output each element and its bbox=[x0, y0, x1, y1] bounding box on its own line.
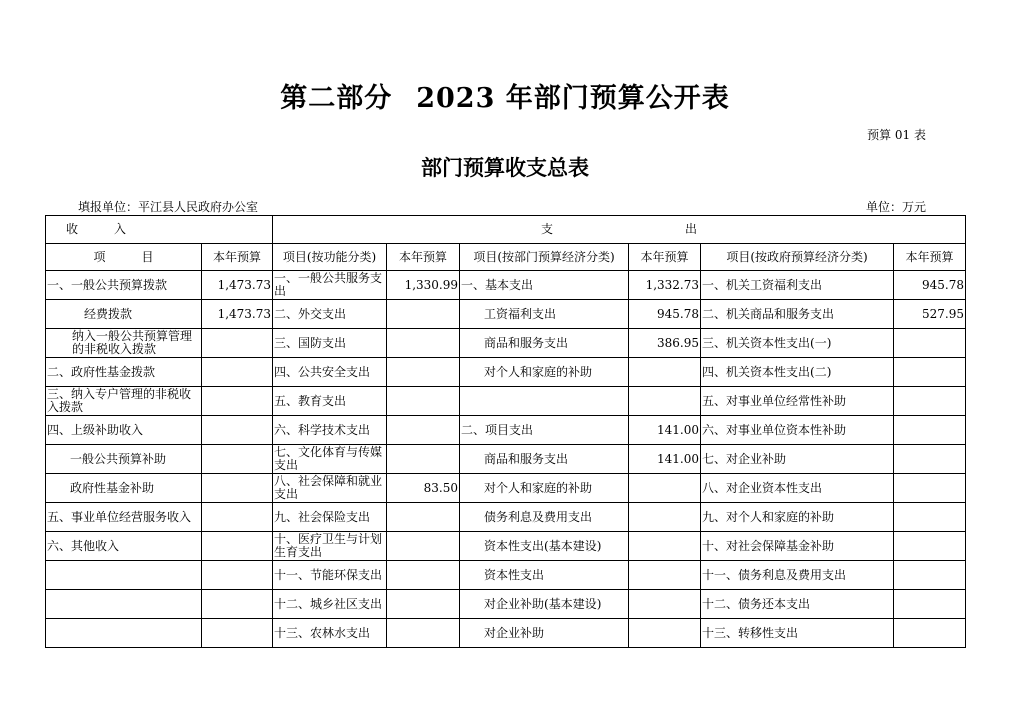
expense-header: 支 出 bbox=[273, 216, 966, 244]
income-budget-cell bbox=[202, 416, 273, 445]
func-budget-cell bbox=[387, 590, 460, 619]
dept-item-cell: 二、项目支出 bbox=[460, 416, 629, 445]
income-item-cell bbox=[46, 561, 202, 590]
func-budget-cell bbox=[387, 445, 460, 474]
gov-item-cell: 五、对事业单位经常性补助 bbox=[701, 387, 894, 416]
currency-unit: 单位：万元 bbox=[865, 200, 926, 214]
income-budget-cell bbox=[202, 329, 273, 358]
gov-item-cell: 六、对事业单位资本性补助 bbox=[701, 416, 894, 445]
func-budget-cell bbox=[387, 503, 460, 532]
header-row-columns bbox=[46, 244, 966, 271]
page-title bbox=[0, 76, 1010, 115]
table-row bbox=[46, 532, 966, 561]
gov-budget-cell bbox=[894, 358, 966, 387]
dept-budget-cell: 945.78 bbox=[629, 300, 701, 329]
func-item-cell: 八、社会保障和就业支出 bbox=[273, 474, 387, 503]
col-dept-budget: 本年预算 bbox=[629, 244, 701, 271]
income-budget-cell bbox=[202, 619, 273, 648]
func-budget-cell bbox=[387, 416, 460, 445]
dept-item-cell: 商品和服务支出 bbox=[460, 445, 629, 474]
func-item-cell: 二、外交支出 bbox=[273, 300, 387, 329]
gov-item-cell: 十一、债务利息及费用支出 bbox=[701, 561, 894, 590]
func-item-cell: 十一、节能环保支出 bbox=[273, 561, 387, 590]
table-row bbox=[46, 358, 966, 387]
table-row bbox=[46, 329, 966, 358]
gov-budget-cell bbox=[894, 445, 966, 474]
dept-budget-cell bbox=[629, 532, 701, 561]
income-budget-cell bbox=[202, 503, 273, 532]
income-item-cell: 政府性基金补助 bbox=[46, 474, 202, 503]
gov-budget-cell bbox=[894, 532, 966, 561]
gov-budget-cell: 527.95 bbox=[894, 300, 966, 329]
part-label: 第二部分 bbox=[280, 83, 393, 114]
dept-budget-cell bbox=[629, 619, 701, 648]
gov-item-cell: 十三、转移性支出 bbox=[701, 619, 894, 648]
gov-budget-cell bbox=[894, 561, 966, 590]
func-item-cell: 六、科学技术支出 bbox=[273, 416, 387, 445]
dept-budget-cell bbox=[629, 474, 701, 503]
gov-budget-cell bbox=[894, 387, 966, 416]
gov-item-cell: 一、机关工资福利支出 bbox=[701, 271, 894, 300]
func-item-cell: 五、教育支出 bbox=[273, 387, 387, 416]
dept-item-cell: 资本性支出(基本建设) bbox=[460, 532, 629, 561]
gov-item-cell: 七、对企业补助 bbox=[701, 445, 894, 474]
income-budget-cell bbox=[202, 358, 273, 387]
func-budget-cell bbox=[387, 358, 460, 387]
func-budget-cell bbox=[387, 300, 460, 329]
func-budget-cell bbox=[387, 561, 460, 590]
income-budget-cell bbox=[202, 590, 273, 619]
func-budget-cell: 1,330.99 bbox=[387, 271, 460, 300]
dept-budget-cell bbox=[629, 590, 701, 619]
gov-item-cell: 四、机关资本性支出(二) bbox=[701, 358, 894, 387]
dept-budget-cell bbox=[629, 561, 701, 590]
gov-item-cell: 九、对个人和家庭的补助 bbox=[701, 503, 894, 532]
income-item-cell: 纳入一般公共预算管理的非税收入拨款 bbox=[46, 329, 202, 358]
func-item-cell: 九、社会保险支出 bbox=[273, 503, 387, 532]
table-row bbox=[46, 387, 966, 416]
income-item-cell: 六、其他收入 bbox=[46, 532, 202, 561]
gov-item-cell: 八、对企业资本性支出 bbox=[701, 474, 894, 503]
gov-budget-cell bbox=[894, 329, 966, 358]
income-budget-cell: 1,473.73 bbox=[202, 271, 273, 300]
col-gov-budget: 本年预算 bbox=[894, 244, 966, 271]
dept-item-cell: 债务利息及费用支出 bbox=[460, 503, 629, 532]
dept-item-cell: 工资福利支出 bbox=[460, 300, 629, 329]
dept-item-cell: 商品和服务支出 bbox=[460, 329, 629, 358]
table-row bbox=[46, 474, 966, 503]
table-row bbox=[46, 271, 966, 300]
func-item-cell: 十二、城乡社区支出 bbox=[273, 590, 387, 619]
col-dept-item: 项目(按部门预算经济分类) bbox=[460, 244, 629, 271]
func-item-cell: 十、医疗卫生与计划生育支出 bbox=[273, 532, 387, 561]
dept-budget-cell: 1,332.73 bbox=[629, 271, 701, 300]
func-budget-cell bbox=[387, 619, 460, 648]
table-row bbox=[46, 300, 966, 329]
income-budget-cell bbox=[202, 561, 273, 590]
income-budget-cell bbox=[202, 387, 273, 416]
income-item-cell bbox=[46, 590, 202, 619]
year-title: 2023 年部门预算公开表 bbox=[416, 83, 730, 114]
dept-budget-cell: 141.00 bbox=[629, 445, 701, 474]
func-item-cell: 七、文化体育与传媒支出 bbox=[273, 445, 387, 474]
dept-budget-cell bbox=[629, 503, 701, 532]
income-item-cell: 一般公共预算补助 bbox=[46, 445, 202, 474]
income-item-cell: 一、一般公共预算拨款 bbox=[46, 271, 202, 300]
header-row-group bbox=[46, 216, 966, 244]
gov-budget-cell: 945.78 bbox=[894, 271, 966, 300]
dept-item-cell: 对企业补助(基本建设) bbox=[460, 590, 629, 619]
table-row bbox=[46, 619, 966, 648]
dept-budget-cell: 141.00 bbox=[629, 416, 701, 445]
income-item-cell: 五、事业单位经营服务收入 bbox=[46, 503, 202, 532]
dept-item-cell: 对个人和家庭的补助 bbox=[460, 474, 629, 503]
income-item-cell: 四、上级补助收入 bbox=[46, 416, 202, 445]
gov-item-cell: 十二、债务还本支出 bbox=[701, 590, 894, 619]
gov-budget-cell bbox=[894, 416, 966, 445]
gov-item-cell: 三、机关资本性支出(一) bbox=[701, 329, 894, 358]
gov-item-cell: 十、对社会保障基金补助 bbox=[701, 532, 894, 561]
dept-budget-cell bbox=[629, 387, 701, 416]
reporting-unit: 填报单位：平江县人民政府办公室 bbox=[78, 200, 259, 214]
table-number: 预算 01 表 bbox=[867, 128, 926, 142]
gov-item-cell: 二、机关商品和服务支出 bbox=[701, 300, 894, 329]
gov-budget-cell bbox=[894, 503, 966, 532]
gov-budget-cell bbox=[894, 590, 966, 619]
dept-item-cell: 一、基本支出 bbox=[460, 271, 629, 300]
func-budget-cell bbox=[387, 532, 460, 561]
income-item-cell: 三、纳入专户管理的非税收入拨款 bbox=[46, 387, 202, 416]
func-budget-cell bbox=[387, 329, 460, 358]
col-func-item: 项目(按功能分类) bbox=[273, 244, 387, 271]
table-row bbox=[46, 561, 966, 590]
dept-item-cell: 对个人和家庭的补助 bbox=[460, 358, 629, 387]
table-row bbox=[46, 503, 966, 532]
func-item-cell: 十三、农林水支出 bbox=[273, 619, 387, 648]
gov-budget-cell bbox=[894, 474, 966, 503]
income-item-cell: 经费拨款 bbox=[46, 300, 202, 329]
dept-item-cell: 对企业补助 bbox=[460, 619, 629, 648]
income-budget-cell bbox=[202, 445, 273, 474]
col-gov-item: 项目(按政府预算经济分类) bbox=[701, 244, 894, 271]
func-budget-cell bbox=[387, 387, 460, 416]
dept-budget-cell: 386.95 bbox=[629, 329, 701, 358]
gov-budget-cell bbox=[894, 619, 966, 648]
table-body bbox=[46, 271, 966, 648]
income-item-cell: 二、政府性基金拨款 bbox=[46, 358, 202, 387]
func-item-cell: 三、国防支出 bbox=[273, 329, 387, 358]
income-budget-cell bbox=[202, 532, 273, 561]
table-row bbox=[46, 590, 966, 619]
income-budget-cell: 1,473.73 bbox=[202, 300, 273, 329]
col-income-item: 项 目 bbox=[46, 244, 202, 271]
func-budget-cell: 83.50 bbox=[387, 474, 460, 503]
table-row bbox=[46, 445, 966, 474]
income-header: 收 入 bbox=[46, 216, 273, 244]
col-func-budget: 本年预算 bbox=[387, 244, 460, 271]
income-item-cell bbox=[46, 619, 202, 648]
budget-table bbox=[45, 215, 966, 648]
func-item-cell: 一、一般公共服务支出 bbox=[273, 271, 387, 300]
income-budget-cell bbox=[202, 474, 273, 503]
dept-item-cell bbox=[460, 387, 629, 416]
func-item-cell: 四、公共安全支出 bbox=[273, 358, 387, 387]
table-title: 部门预算收支总表 bbox=[421, 155, 589, 180]
dept-budget-cell bbox=[629, 358, 701, 387]
dept-item-cell: 资本性支出 bbox=[460, 561, 629, 590]
col-income-budget: 本年预算 bbox=[202, 244, 273, 271]
table-row bbox=[46, 416, 966, 445]
